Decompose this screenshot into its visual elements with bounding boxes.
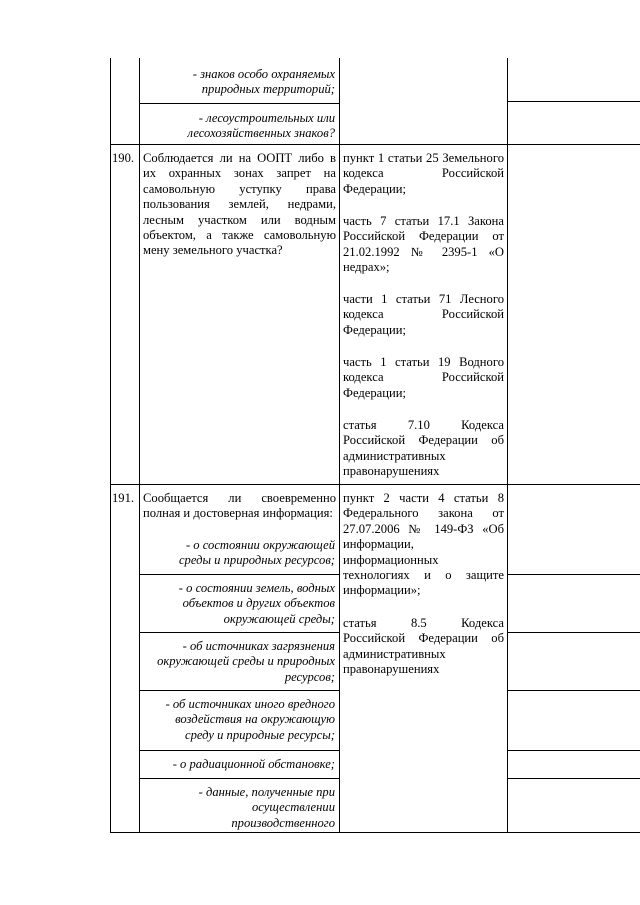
item-sub-production-control-data: - данные, полученные при осуществлении производственного <box>198 785 335 830</box>
row-divider <box>507 750 640 751</box>
column-divider <box>507 58 508 832</box>
legal-reference: статья 8.5 Кодекса Российской Федерации об административных правонарушениях <box>343 616 504 677</box>
row-divider <box>139 632 339 633</box>
row-divider <box>139 103 339 104</box>
column-divider <box>339 58 340 832</box>
row-divider <box>110 484 640 485</box>
item-question: Соблюдается ли на ООПТ либо в их охранных зонах запрет на самовольную уступку права пользования землей, недрами, лесным участком или водным объектом, а также самовольную мену земельного участка? <box>143 151 336 258</box>
row-divider <box>139 574 339 575</box>
row-divider <box>139 690 339 691</box>
item-sub-radiation: - о радиационной обстановке; <box>172 757 335 771</box>
legal-reference: пункт 1 статьи 25 Земельного кодекса Российской Федерации; <box>343 151 504 196</box>
legal-reference: статья 7.10 Кодекса Российской Федерации об административных правонарушениях <box>343 418 504 479</box>
item-sub-pollution-sources: - об источниках загрязнения окружающей среды и природных ресурсов; <box>157 639 335 684</box>
item-sub-protected-territory-signs: - знаков особо охраняемых природных территорий; <box>192 67 335 97</box>
item-question: Сообщается ли своевременно полная и достоверная информация: <box>143 491 336 521</box>
column-divider <box>139 58 140 832</box>
item-sub-harmful-impact-sources: - об источниках иного вредного воздействия на окружающую среду и природные ресурсы; <box>165 697 335 742</box>
row-divider <box>110 144 640 145</box>
row-divider <box>507 778 640 779</box>
legal-reference: часть 7 статьи 17.1 Закона Российской Федерации от 21.02.1992 № 2395-1 «О недрах»; <box>343 214 504 275</box>
row-divider <box>139 778 339 779</box>
item-number: 191. <box>112 491 135 505</box>
row-divider <box>139 750 339 751</box>
item-number: 190. <box>112 151 135 165</box>
legal-reference: пункт 2 части 4 статьи 8 Федерального закона от 27.07.2006 № 149-ФЗ «Об информации, информационных технологиях и о защите информации»; <box>343 491 504 598</box>
legal-reference: часть 1 статьи 19 Водного кодекса Российской Федерации; <box>343 355 504 400</box>
item-sub-lands-water-state: - о состоянии земель, водных объектов и других объектов окружающей среды; <box>178 581 335 626</box>
legal-reference: части 1 статьи 71 Лесного кодекса Российской Федерации; <box>343 292 504 337</box>
row-divider <box>507 690 640 691</box>
table-border-bottom <box>110 832 640 833</box>
row-divider <box>507 632 640 633</box>
item-sub-forestry-signs: - лесоустроительных или лесохозяйственных знаков? <box>187 111 335 141</box>
item-sub-environment-state: - о состоянии окружающей среды и природных ресурсов; <box>178 538 335 568</box>
row-divider <box>507 574 640 575</box>
row-divider <box>507 101 640 102</box>
table-border-left <box>110 58 111 832</box>
